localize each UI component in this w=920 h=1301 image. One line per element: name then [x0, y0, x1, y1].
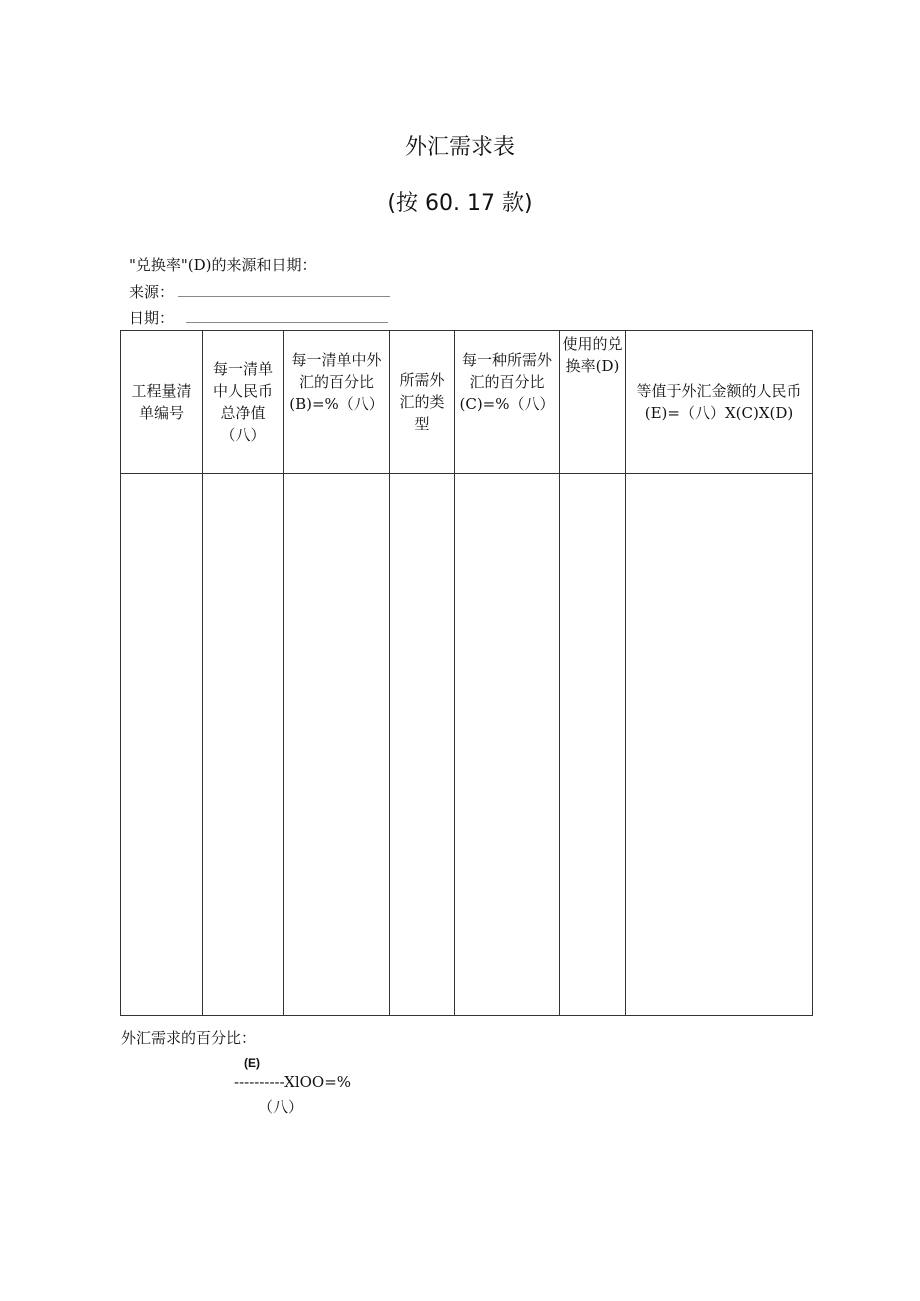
header-fx-type: 所需外汇的类型: [390, 331, 455, 474]
fx-requirement-table: [120, 330, 813, 1016]
rate-source-label: "兑换率"(D)的来源和日期：: [129, 256, 317, 274]
date-label: 日期：: [129, 309, 175, 327]
table-row: [121, 474, 813, 1016]
cell-rmb-net-total[interactable]: [203, 474, 284, 1016]
date-fill-line: [186, 322, 388, 323]
cell-fx-percentage-c[interactable]: [455, 474, 560, 1016]
header-boq-number: 工程量清单编号: [121, 331, 203, 474]
formula-denominator: （八）: [258, 1098, 304, 1116]
cell-exchange-rate-d[interactable]: [560, 474, 626, 1016]
cell-fx-percentage-b[interactable]: [284, 474, 390, 1016]
page-title: 外汇需求表: [404, 135, 515, 160]
header-fx-percentage-b: 每一清单中外汇的百分比(B)=%（八）: [284, 331, 390, 474]
header-exchange-rate-d: 使用的兑换率(D): [560, 331, 626, 474]
header-rmb-net-total: 每一清单中人民币总净值（八）: [203, 331, 284, 474]
page-subtitle: (按 60. 17 款): [387, 191, 533, 216]
header-rmb-equivalent-e: 等值于外汇金额的人民币(E)=（八）X(C)X(D): [626, 331, 813, 474]
cell-boq-number[interactable]: [121, 474, 203, 1016]
source-fill-line: [178, 296, 390, 297]
cell-fx-type[interactable]: [390, 474, 455, 1016]
formula-line: ----------XlOO=%: [234, 1073, 352, 1091]
table-header-row: [121, 331, 813, 474]
source-label: 来源：: [129, 283, 175, 301]
formula-numerator: (E): [244, 1056, 260, 1070]
cell-rmb-equivalent-e[interactable]: [626, 474, 813, 1016]
fx-percentage-label: 外汇需求的百分比：: [121, 1029, 257, 1047]
header-fx-percentage-c: 每一种所需外汇的百分比(C)=%（八）: [455, 331, 560, 474]
